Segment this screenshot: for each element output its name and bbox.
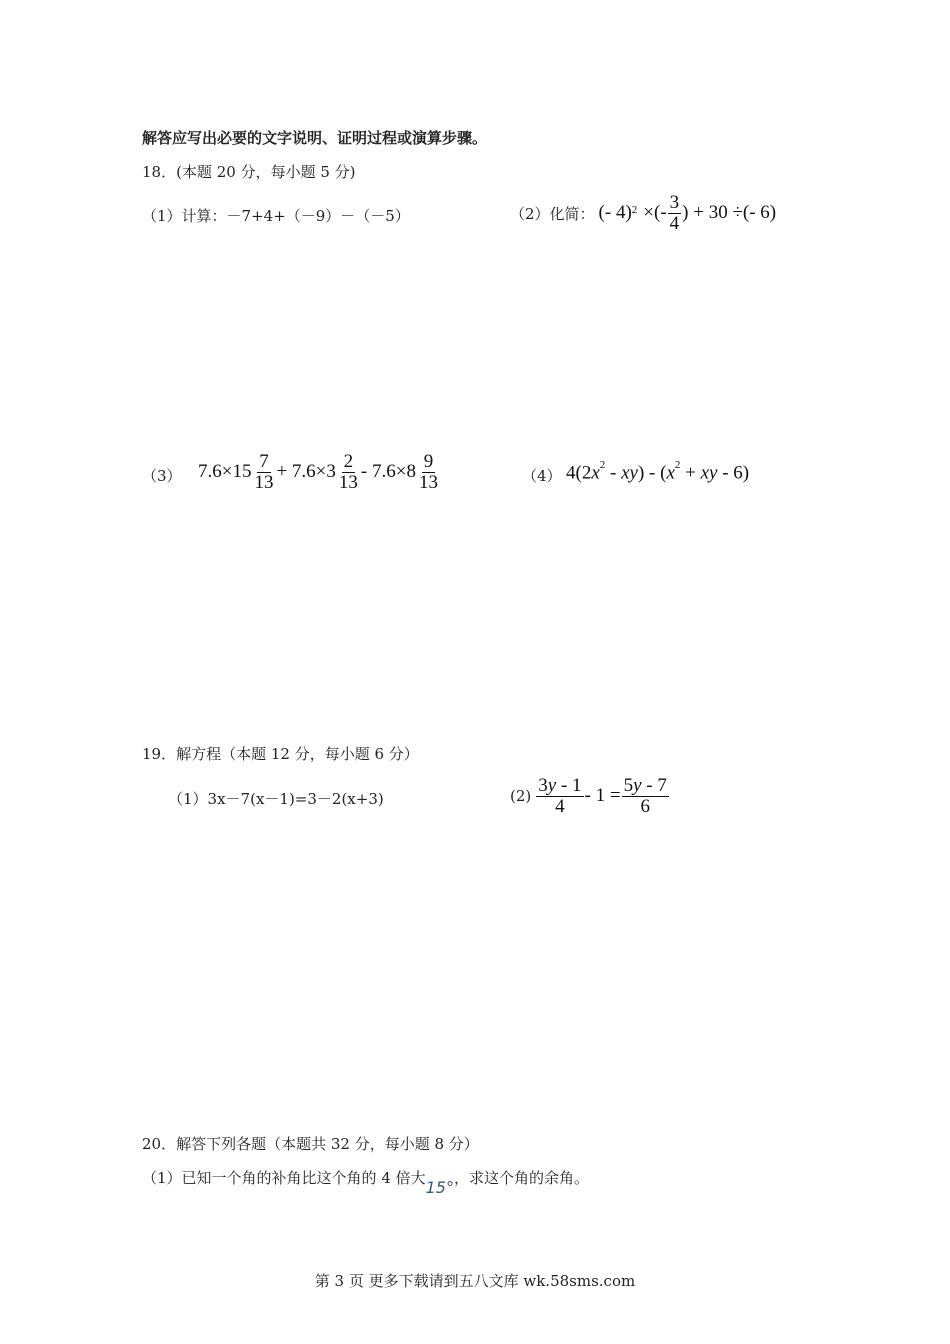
- fraction-denominator: 13: [254, 471, 274, 493]
- fraction-denominator: 4: [669, 212, 680, 234]
- variable: x: [591, 462, 600, 484]
- expr-term: ) - (: [637, 462, 667, 484]
- fraction: [252, 452, 275, 493]
- q20-part1-text-end: ，求这个角的余角。: [453, 1169, 589, 1187]
- instructions: 解答应写出必要的文字说明、证明过程或演算步骤。: [142, 129, 488, 147]
- q18-title: 18．(本题 20 分，每小题 5 分): [142, 163, 356, 181]
- fraction-denominator: 4: [555, 795, 565, 817]
- fraction: [536, 776, 583, 817]
- q18-part4-expression: [566, 459, 750, 484]
- q19-title: 19．解方程（本题 12 分，每小题 6 分）: [142, 745, 419, 763]
- q19-part1: （1）3x－7(x－1)=3－2(x+3): [168, 790, 384, 808]
- variable: x: [666, 462, 675, 484]
- expr-term: - 7.6×8: [360, 461, 416, 483]
- degree-value: 15°: [425, 1178, 454, 1197]
- variable: xy: [621, 462, 638, 484]
- fraction-numerator: 7: [259, 451, 269, 472]
- q20-part1-text: （1）已知一个角的补角比这个角的 4 倍大: [142, 1169, 426, 1187]
- exponent: 2: [599, 459, 606, 471]
- fraction-denominator: 13: [418, 471, 438, 493]
- fraction-denominator: 13: [338, 471, 358, 493]
- q18-part3-label: （3）: [142, 467, 182, 485]
- q18-part1: （1）计算：－7+4+（－9）－（－5）: [142, 207, 410, 225]
- q19-part2-expression: [535, 776, 670, 817]
- q18-part4-label: （4）: [522, 467, 562, 485]
- q20-part1: [142, 1167, 589, 1197]
- expr-term: +: [680, 462, 701, 484]
- variable: xy: [700, 462, 718, 484]
- fraction-numerator: 5y - 7: [623, 775, 667, 796]
- expr-term: - 6): [717, 462, 750, 484]
- fraction-numerator: 2: [343, 451, 354, 472]
- fraction-numerator: 3: [669, 192, 680, 213]
- fraction: [668, 193, 682, 234]
- expr-term: ×(-: [643, 202, 667, 224]
- fraction: [622, 776, 669, 817]
- expr-term: + 7.6×3: [276, 461, 336, 483]
- fraction-numerator: 9: [423, 451, 434, 472]
- exponent: 2: [674, 459, 681, 471]
- fraction-denominator: 6: [640, 795, 650, 817]
- expr-term: (- 4): [598, 202, 632, 224]
- q19-part2-label: (2): [510, 787, 532, 806]
- q18-part2-label: （2）化简：: [510, 204, 595, 223]
- fraction: [417, 452, 440, 493]
- expr-term: ) + 30 ÷(- 6): [682, 202, 777, 224]
- q20-title: 20．解答下列各题（本题共 32 分，每小题 8 分）: [142, 1135, 479, 1153]
- expr-term: - 1 =: [584, 785, 621, 807]
- q18-part2: [510, 193, 776, 234]
- expr-term: 4(2: [566, 462, 592, 484]
- page-footer: 第 3 页 更多下载请到五八文库 wk.58sms.com: [314, 1272, 636, 1290]
- q18-part3-expression: [198, 452, 441, 493]
- q18-part2-expression: [599, 193, 777, 234]
- expr-term: -: [605, 462, 622, 484]
- exponent: 2: [631, 204, 638, 217]
- q19-part2: [510, 776, 670, 817]
- expr-term: 7.6×15: [198, 461, 252, 483]
- fraction-numerator: 3y - 1: [538, 775, 582, 796]
- fraction: [337, 452, 360, 493]
